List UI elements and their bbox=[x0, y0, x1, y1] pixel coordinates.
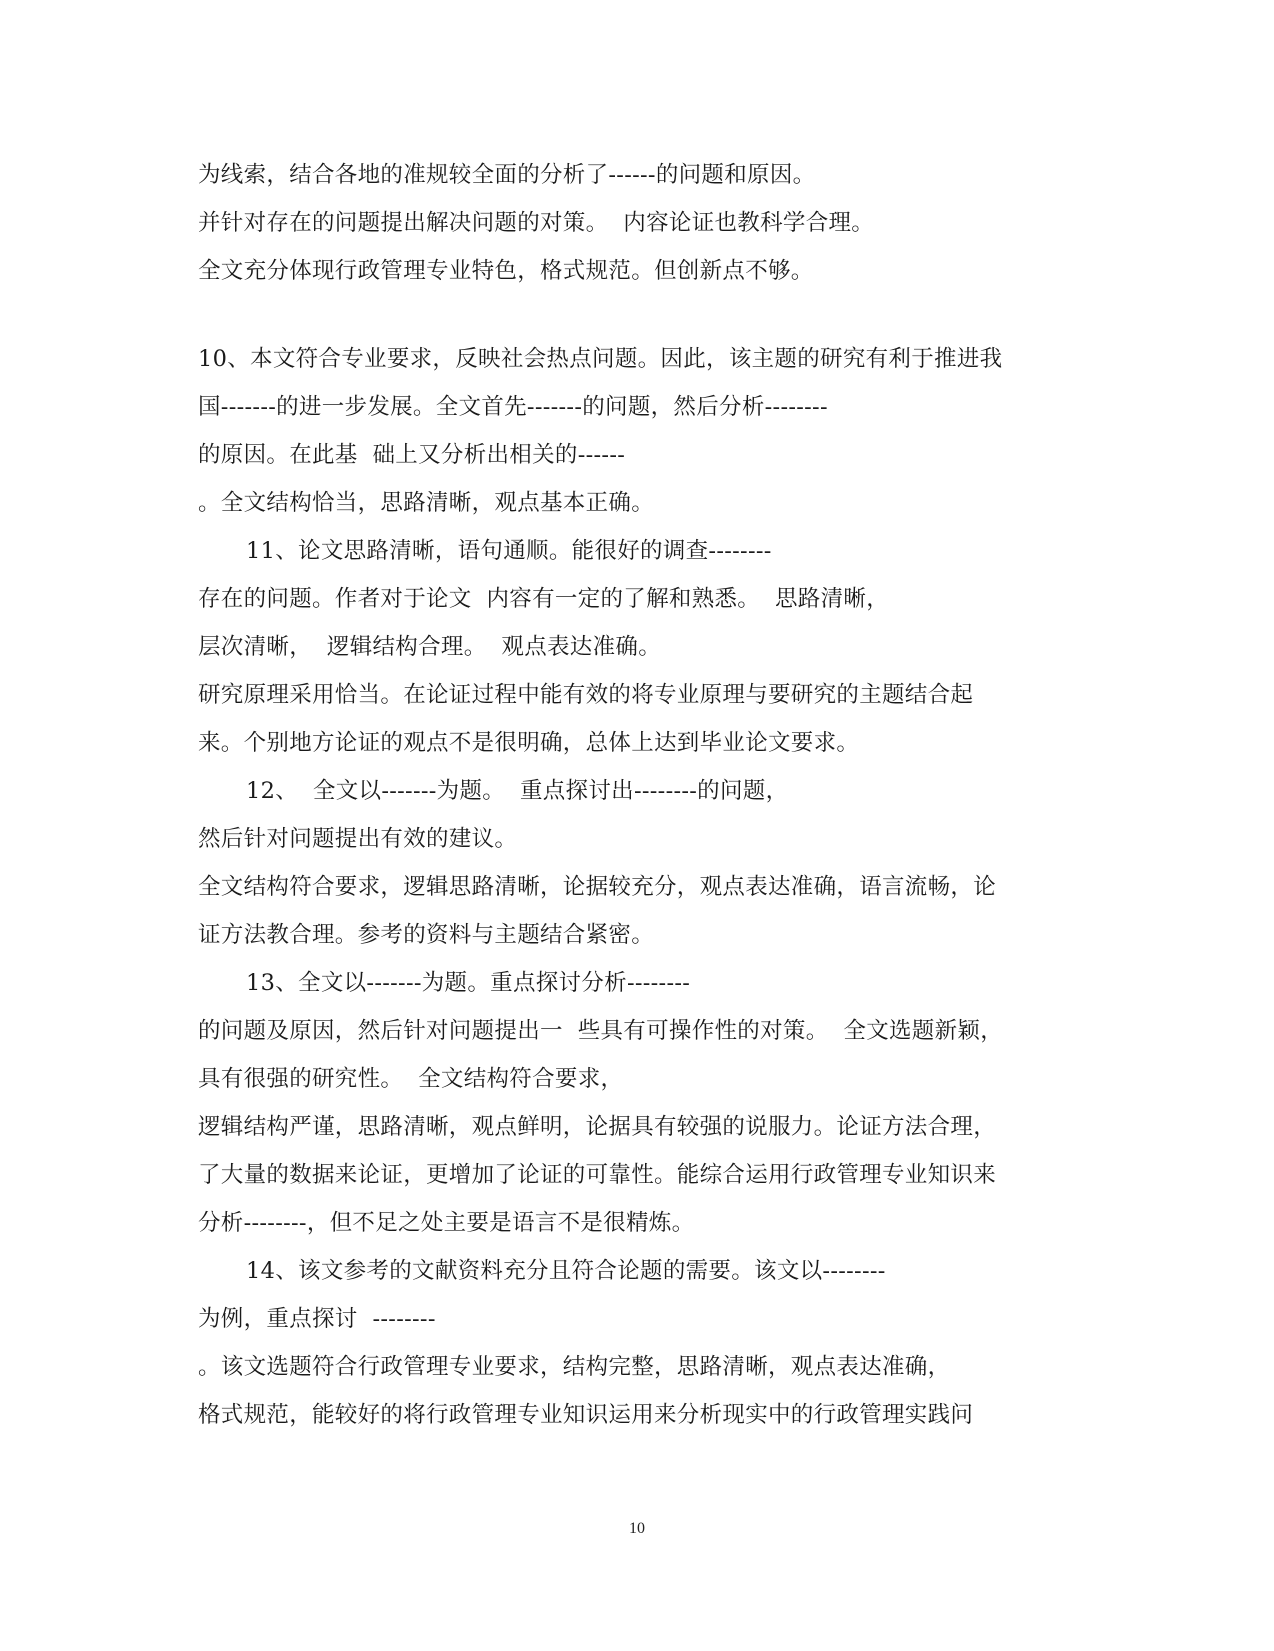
text-line: 来。个别地方论证的观点不是很明确，总体上达到毕业论文要求。 bbox=[198, 730, 860, 756]
page-number: 10 bbox=[629, 1520, 645, 1537]
text-line: 并针对存在的问题提出解决问题的对策。 内容论证也教科学合理。 bbox=[198, 210, 875, 236]
text-line: 国-------的进一步发展。全文首先-------的问题，然后分析-------- bbox=[198, 394, 828, 420]
text-line: 为例，重点探讨 -------- bbox=[198, 1306, 436, 1332]
text-line: 层次清晰， 逻辑结构合理。 观点表达准确。 bbox=[198, 634, 662, 660]
text-line: 然后针对问题提出有效的建议。 bbox=[198, 826, 518, 852]
text-line: 12、 全文以-------为题。 重点探讨出--------的问题， bbox=[246, 778, 789, 804]
text-line: 全文充分体现行政管理专业特色，格式规范。但创新点不够。 bbox=[198, 258, 814, 284]
text-line: 为线索，结合各地的准规较全面的分析了------的问题和原因。 bbox=[198, 162, 816, 188]
text-line: 具有很强的研究性。 全文结构符合要求， bbox=[198, 1066, 624, 1092]
text-line: 11、论文思路清晰，语句通顺。能很好的调查-------- bbox=[246, 538, 772, 564]
text-line: 存在的问题。作者对于论文 内容有一定的了解和熟悉。 思路清晰， bbox=[198, 586, 890, 612]
text-line: 证方法教合理。参考的资料与主题结合紧密。 bbox=[198, 922, 655, 948]
text-line: 逻辑结构严谨，思路清晰，观点鲜明，论据具有较强的说服力。论证方法合理， bbox=[198, 1114, 997, 1140]
text-line: 10、本文符合专业要求，反映社会热点问题。因此，该主题的研究有利于推进我 bbox=[198, 346, 1003, 372]
text-line: 13、全文以-------为题。重点探讨分析-------- bbox=[246, 970, 691, 996]
text-line: 分析--------，但不足之处主要是语言不是很精炼。 bbox=[198, 1210, 695, 1236]
text-line: 的问题及原因，然后针对问题提出一 些具有可操作性的对策。 全文选题新颖， bbox=[198, 1018, 1004, 1044]
text-line: 全文结构符合要求，逻辑思路清晰，论据较充分，观点表达准确，语言流畅，论 bbox=[198, 874, 997, 900]
text-line: 了大量的数据来论证，更增加了论证的可靠性。能综合运用行政管理专业知识来 bbox=[198, 1162, 997, 1188]
text-line: 研究原理采用恰当。在论证过程中能有效的将专业原理与要研究的主题结合起 bbox=[198, 682, 974, 708]
text-line: 14、该文参考的文献资料充分且符合论题的需要。该文以-------- bbox=[246, 1258, 886, 1284]
text-line: 的原因。在此基 础上又分析出相关的------ bbox=[198, 442, 626, 468]
text-line: 格式规范，能较好的将行政管理专业知识运用来分析现实中的行政管理实践问 bbox=[198, 1402, 974, 1428]
text-line: 。全文结构恰当，思路清晰，观点基本正确。 bbox=[198, 490, 655, 516]
text-line: 。该文选题符合行政管理专业要求，结构完整，思路清晰，观点表达准确， bbox=[198, 1354, 951, 1380]
